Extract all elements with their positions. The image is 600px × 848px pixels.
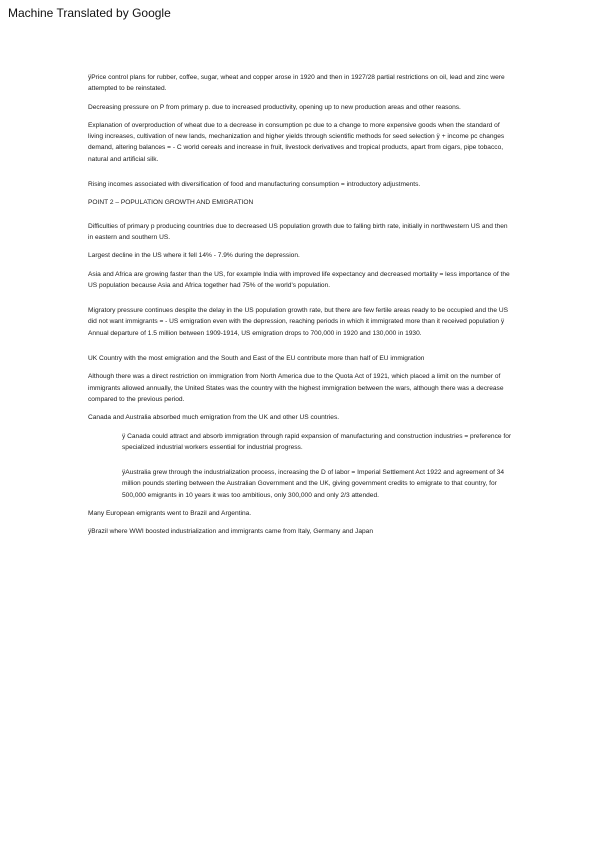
section-heading: POINT 2 – POPULATION GROWTH AND EMIGRATION bbox=[88, 199, 254, 207]
paragraph-canada: ÿ Canada could attract and absorb immigration through rapid expansion of manufacturing and construction industries = preference for specialized industrial workers essential for industrial progress. bbox=[122, 432, 512, 451]
paragraph-overproduction: Explanation of overproduction of wheat due to a decrease in consumption pc due to a change to more expensive goods when the standard of living increases, cultivation of new lands, mechanization and higher yields through scientific methods for seed selection ÿ + income pc changes demand, altering balances = - C world cereals and increase in fruit, livestock derivatives and tropical products, apart from cigars, pipe tobacco, natural and artificial silk. bbox=[88, 121, 505, 163]
paragraph-asia-africa: Asia and Africa are growing faster than the US, for example India with improved life expectancy and decreased mortality = less importance of the US population because Asia and Africa together had 75% of the world's population. bbox=[88, 270, 510, 289]
paragraph-decreasing-pressure: Decreasing pressure on P from primary p. due to increased productivity, opening up to new production areas and other reasons. bbox=[88, 103, 461, 111]
paragraph-quota-act: Although there was a direct restriction on immigration from North America due to the Quota Act of 1921, which placed a limit on the number of immigrants allowed annually, the United States was the country with the highest immigration between the wars, although there was a decrease compared to the previous period. bbox=[88, 373, 504, 403]
paragraph-uk-emigration: UK Country with the most emigration and the South and East of the EU contribute more than half of EU immigration bbox=[88, 355, 425, 363]
page-header: Machine Translated by Google bbox=[8, 6, 171, 20]
paragraph-migratory-pressure: Migratory pressure continues despite the delay in the US population growth rate, but there are few fertile areas ready to be occupied and the US did not want immigrants = - US emigration even with the depression, reaching periods in which it immigrated more than it received population ÿ bbox=[88, 307, 509, 326]
paragraph-difficulties: Difficulties of primary p producing countries due to decreased US population growth due to falling birth rate, initially in northwestern US and then in eastern and southern US. bbox=[88, 222, 508, 241]
paragraph-brazil: ÿBrazil where WWI boosted industrialization and immigrants came from Italy, Germany and Japan bbox=[88, 528, 373, 536]
paragraph-rising-incomes: Rising incomes associated with diversification of food and manufacturing consumption = introductory adjustments. bbox=[88, 181, 421, 189]
paragraph-brazil-argentina: Many European emigrants went to Brazil and Argentina. bbox=[88, 510, 252, 518]
paragraph-largest-decline: Largest decline in the US where it fell 14% - 7.9% during the depression. bbox=[88, 252, 300, 260]
paragraph-canada-australia: Canada and Australia absorbed much emigration from the UK and other US countries. bbox=[88, 414, 340, 422]
paragraph-price-control: ÿPrice control plans for rubber, coffee, sugar, wheat and copper arose in 1920 and then in 1927/28 partial restrictions on oil, lead and zinc were attempted to be reinstated. bbox=[88, 74, 505, 93]
document-body bbox=[88, 72, 514, 545]
paragraph-australia: ÿAustralia grew through the industrialization process, increasing the D of labor = Imperial Settlement Act 1922 and agreement of 34 million pounds sterling between the Australian Government and the UK, giving government credits to emigrate to that country, for 500,000 emigrants in 10 years it was too ambitious, only 300,000 and only 2/3 attended. bbox=[122, 469, 505, 499]
paragraph-annual-departure: Annual departure of 1.5 million between 1909-1914, US emigration drops to 700,000 in 1920 and 130,000 in 1930. bbox=[88, 329, 422, 337]
